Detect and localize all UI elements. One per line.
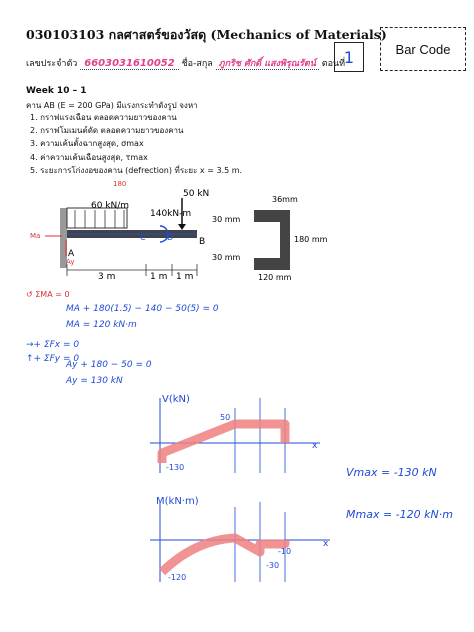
task-item: 5. ระยะการโก่งงอของคาน (defrection) ที่ระยะ x = 3.5 m. [30,165,243,175]
moment-value-1: -120 [168,573,187,582]
task-item: 4. ค่าความเค้นเฉือนสูงสุด, τmax [30,152,148,162]
shear-bottom-value: -130 [166,463,185,472]
task-list [30,111,242,177]
mmax-result: Mmax = -120 kN·m [346,508,453,521]
section-number: 1 [343,47,355,67]
dist-load-label: 60 kN/m [91,201,130,211]
svg-text:x: x [312,441,318,451]
fy-eq-1: Ay + 180 − 50 = 0 [66,360,152,370]
student-info-row [26,56,345,70]
beam-diagram [0,178,474,288]
label-c: C [140,233,146,242]
cross-section [254,210,290,270]
section-flange-bottom: 30 mm [212,253,241,262]
task-item: 2. กราฟโมเมนต์ดัด ตลอดความยาวของคาน [30,126,184,136]
moment-value-3: -30 [266,561,280,570]
point-load-label: 50 kN [183,189,210,199]
week-heading: Week 10 – 1 [26,86,87,96]
moment-eq-1: MA + 180(1.5) − 140 − 50(5) = 0 [66,304,219,314]
task-item: 1. กราฟแรงเฉือน ตลอดความยาวของคาน [30,113,177,122]
section-bottom-width: 120 mm [258,273,292,282]
moment-value-2: -10 [278,547,292,556]
student-name: ภูกริช ศักดิ์ แสงพิรุณรัตน์ [216,59,319,70]
distributed-load-box [67,208,127,228]
section-height: 180 mm [294,235,328,244]
span-2: 1 m [150,272,168,282]
vmax-result: Vmax = -130 kN [346,466,437,479]
name-label: ชื่อ-สกุล [181,59,213,69]
fx-label: →+ ΣFx = 0 [26,340,80,350]
hand-ma: Ma [30,232,41,240]
label-b: B [199,237,206,247]
moment-axis-label: M(kN·m) [156,496,199,507]
hand-ay: Ay [66,258,75,266]
barcode-label: Bar Code [395,41,451,57]
span-3: 1 m [176,272,194,282]
section-flange-top: 30 mm [212,215,241,224]
problem-statement: คาน AB (E = 200 GPa) มีแรงกระทำดังรูป จงหา [26,101,198,110]
point-load-head [178,224,186,230]
shear-diagram [140,388,340,478]
moment-eq-2: MA = 120 kN·m [66,320,137,330]
load-arrows [75,210,124,228]
shear-top-value: 50 [220,413,231,422]
svg-text:x: x [323,539,329,549]
label-a: A [68,249,75,259]
shear-axis-label: V(kN) [162,394,190,405]
page-title: 030103103 กลศาสตร์ของวัสดุ (Mechanics of Materials) [26,27,387,42]
section-number-box [334,42,364,72]
section-top-width: 36mm [272,195,298,204]
task-item: 3. ความเค้นตั้งฉากสูงสุด, σmax [30,139,144,149]
fy-eq-2: Ay = 130 kN [66,376,123,386]
hand-180: 180 [113,180,127,188]
fy-label: ↑+ ΣFy = 0 [26,354,80,364]
moment-eq-label: ↺ ΣMA = 0 [26,290,70,299]
label-d: D [167,233,174,242]
moment-label: 140kN-m [150,209,192,219]
section-label: ตอนที่ [321,59,346,69]
id-label: เลขประจำตัว [26,59,78,69]
span-1: 3 m [98,272,116,282]
student-id: 6603031610052 [80,58,178,70]
barcode-box [380,27,466,71]
moment-diagram [140,492,340,586]
